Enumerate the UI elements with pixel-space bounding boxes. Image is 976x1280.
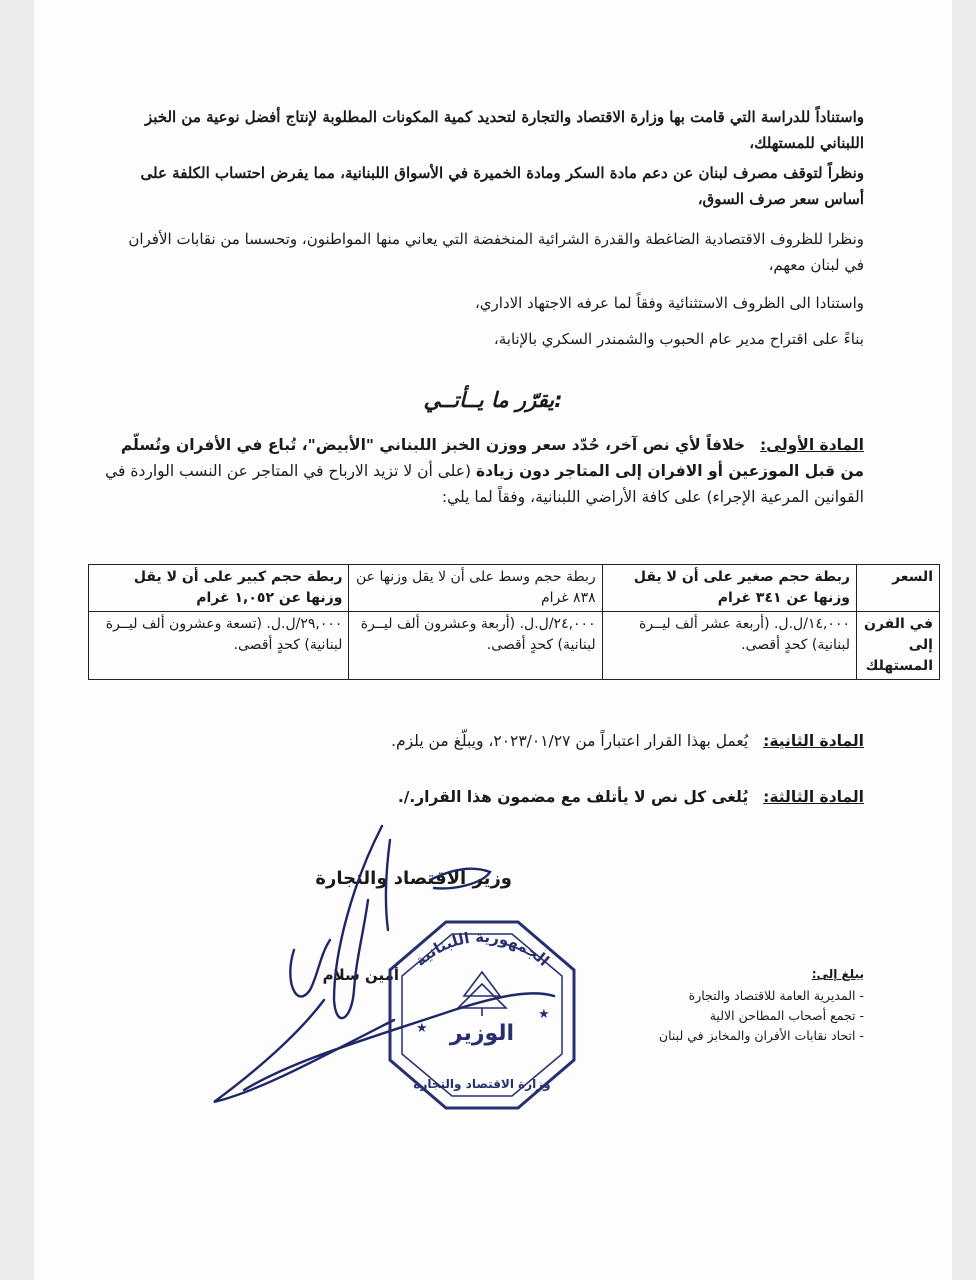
stamp-top-text: الجمهورية اللبنانية	[411, 927, 553, 970]
preamble-bank: ونظراً لتوقف مصرف لبنان عن دعم مادة السكر ومادة الخميرة في الأسواق اللبنانية، مما يفرض احتساب الكلفة على أساس سعر صرف السوق،	[140, 164, 864, 208]
handwritten-signature	[214, 826, 554, 1102]
table-cell-large-price: ٢٩,٠٠٠/ل.ل. (تسعة وعشرون ألف ليــرة لبنانية) كحدٍ أقصى.	[89, 612, 349, 680]
decision-heading: يقرّر ما يــأتــي:	[423, 388, 563, 412]
distribution-title: يبلغ إلى:	[811, 967, 864, 981]
table-cell-small-price: ١٤,٠٠٠/ل.ل. (أربعة عشر ألف ليــرة لبنانية) كحدٍ أقصى.	[602, 612, 856, 680]
stamp-bottom-text: وزارة الاقتصاد والتجارة	[413, 1077, 551, 1091]
table-cell-large-bundle: ربطة حجم كبير على أن لا يقل وزنها عن ١,٠٥٢ غرام	[89, 565, 349, 612]
table-row-label: في الفرن إلى المستهلك	[857, 612, 940, 680]
document-page	[34, 0, 952, 1280]
star-icon: ★	[538, 1007, 550, 1022]
table-cell-small-bundle: ربطة حجم صغير على أن لا يقل وزنها عن ٣٤١ غرام	[602, 565, 856, 612]
article-1-text-b: (على أن لا تزيد الارباح في المتاجر عن النسب الواردة في القوانين المرعية الإجراء) على كافة الأراضي اللبنانية، وفقاً لما يلي:	[105, 462, 864, 506]
article-1-text-a: خلافاً لأي نص آخر، حُدّد سعر ووزن الخبز اللبناني "الأبيض"، تُباع في الأفران وتُسلّم من قبل الموزعين أو الافران إلى المتاجر دون زيادة	[120, 436, 864, 480]
preamble-study: واستناداً للدراسة التي قامت بها وزارة الاقتصاد والتجارة لتحديد كمية المكونات المطلوبة لإنتاج أفضل نوعية من الخبز اللبناني للمستهلك،	[144, 108, 864, 152]
article-2-label: المادة الثانية:	[763, 732, 864, 750]
preamble-economic: ونظرا للظروف الاقتصادية الضاغطة والقدرة الشرائية المنخفضة التي يعاني منها المواطنون، وتحسسا من نقابات الأفران في لبنان معهم،	[128, 230, 864, 274]
signatory-title: وزير الاقتصاد والتجارة	[315, 868, 512, 889]
distribution-item: - تجمع أصحاب المطاحن الالية	[614, 1006, 864, 1026]
distribution-item: - اتحاد نقابات الأفران والمخابز في لبنان	[614, 1026, 864, 1046]
article-2-text: يُعمل بهذا القرار اعتباراً من ٢٠٢٣/٠١/٢٧، ويبلّغ من يلزم.	[391, 732, 749, 750]
article-3-text: يُلغى كل نص لا يأتلف مع مضمون هذا القرار./.	[397, 788, 749, 806]
star-icon: ★	[416, 1021, 428, 1036]
cedar-emblem-icon	[458, 972, 506, 1016]
preamble-exceptional: واستنادا الى الظروف الاستثنائية وفقاً لما عرفه الاجتهاد الاداري،	[474, 294, 864, 312]
ministry-stamp	[34, 0, 952, 1280]
table-cell-medium-bundle: ربطة حجم وسط على أن لا يقل وزنها عن ٨٣٨ غرام	[349, 565, 602, 612]
table-cell-medium-price: ٢٤,٠٠٠/ل.ل. (أربعة وعشرون ألف ليــرة لبنانية) كحدٍ أقصى.	[349, 612, 602, 680]
article-3-label: المادة الثالثة:	[763, 788, 864, 806]
stamp-center-text: الوزير	[449, 1021, 515, 1046]
preamble-proposal: بناءً على اقتراح مدير عام الحبوب والشمندر السكري بالإنابة،	[493, 330, 864, 348]
article-1-label: المادة الأولى:	[759, 436, 864, 454]
signatory-name: أمين سلام	[322, 966, 399, 984]
table-header-price: السعر	[857, 565, 940, 612]
distribution-item: - المديرية العامة للاقتصاد والتجارة	[614, 986, 864, 1006]
